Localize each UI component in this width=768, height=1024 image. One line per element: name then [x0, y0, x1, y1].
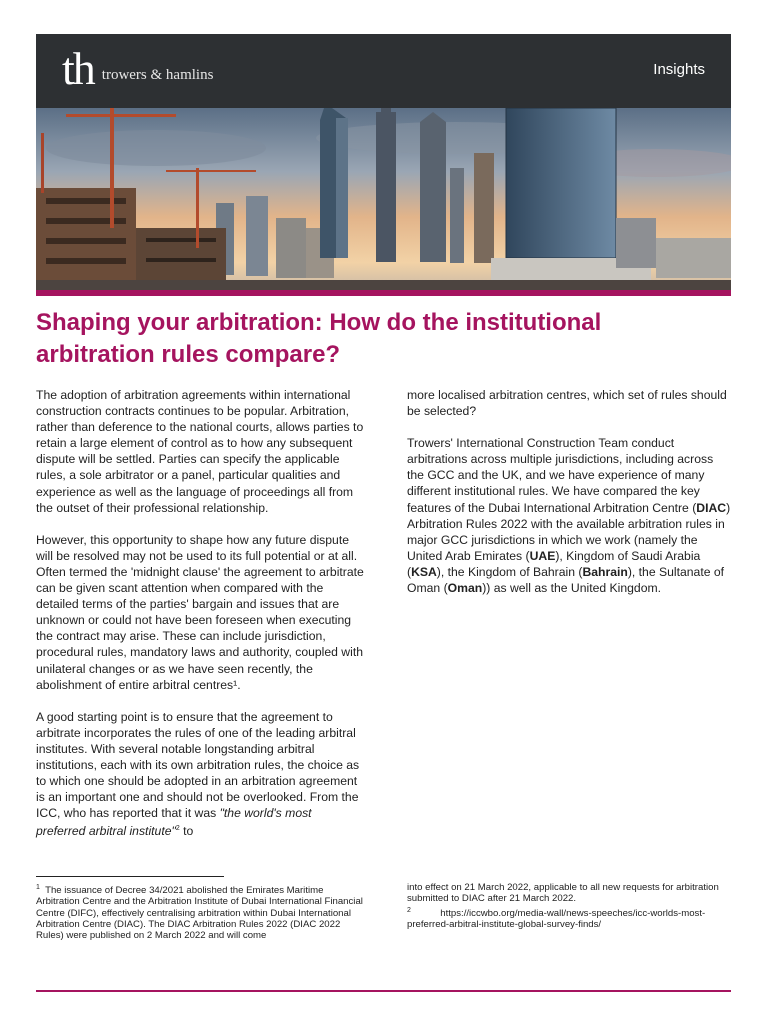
footnote-divider	[36, 876, 224, 877]
header-bar	[36, 34, 731, 108]
footnote-1	[36, 882, 364, 942]
footnote-link[interactable]: https://iccwbo.org/media-wall/news-speeches/icc-worlds-most-preferred-arbitral-institute-global-survey-finds/	[407, 907, 706, 931]
footer-accent-line	[36, 990, 731, 992]
paragraph-team	[407, 435, 733, 596]
paragraph-text: ), Kingdom of Saudi Arabia (	[407, 548, 701, 579]
footnotes-right	[407, 882, 733, 930]
section-label: Insights	[653, 61, 705, 78]
footnotes-left	[36, 882, 364, 942]
hero-accent-bar	[36, 290, 731, 296]
abbr-oman: Oman	[447, 581, 483, 596]
footnote-ref-2[interactable]: 2	[175, 825, 180, 833]
logo-mark: th	[62, 43, 94, 94]
paragraph-text: ) Arbitration Rules 2022 with the available arbitration rules in major GCC jurisdictions in which we work (namely the United Arab Emirates (	[407, 500, 731, 563]
abbr-ksa: KSA	[411, 564, 437, 579]
footnote-text: The issuance of Decree 34/2021 abolished the Emirates Maritime Arbitration Centre and the Arbitration Institute of Dubai International Financial Centre (DIFC), effectively centralising arbitration within Dubai International Arbitration Centre (DIAC). The DIAC Arbitration Rules 2022 (DIAC 2022 Rules) were published on 2 March 2022 and will come	[36, 885, 363, 942]
paragraph-starting-point	[36, 709, 364, 840]
abbr-diac: DIAC	[696, 500, 727, 515]
abbr-uae: UAE	[529, 548, 556, 563]
paragraph-midnight-clause: However, this opportunity to shape how any future dispute will be resolved may not be used to its full potential or at all. Often termed the 'midnight clause' the agreement to arbitrate can be given scant attention when compared with the detailed terms of the parties' bargain and issues that are unknown or could not have been foreseen when executing the contract may arise. These can include jurisdiction, procedural rules, mandatory laws and authority, coupled with unilateral changes or as we have seen recently, the abolishment of entire arbitral centres¹.	[36, 532, 364, 692]
paragraph-text: A good starting point is to ensure that the agreement to arbitrate incorporates the rules of one of the leading arbitral institutes. With several notable longstanding arbitral institutions, each with its own arbitration rules, the choice as to which one should be adopted in an arbitration agreement is an important one and should not be overlooked. From the ICC, who has reported that it was	[36, 709, 360, 821]
footnote-1-continued: into effect on 21 March 2022, applicable to all new requests for arbitration submitted to DIAC after 21 March 2022.	[407, 882, 719, 905]
paragraph-text-end: to	[179, 824, 194, 839]
paragraph-continuation: more localised arbitration centres, which set of rules should be selected?	[407, 388, 727, 419]
hero-image	[36, 108, 731, 290]
paragraph-text: ), the Kingdom of Bahrain (	[436, 564, 583, 579]
paragraph-text: Trowers' International Construction Team conduct arbitrations across multiple jurisdictions, including across the GCC and the UK, and we have experience of many different institutional rules. We have compared the key features of the Dubai International Arbitration Centre (	[407, 436, 714, 515]
paragraph-intro: The adoption of arbitration agreements within international construction contracts continues to be popular. Arbitration, rather than deference to the national courts, allows parties to retain a large element of control as to how any subsequent dispute will be settled. Parties can specify the applicable rules, a sole arbitrator or a panel, particular qualities and experience as well as the language of proceedings all from the outset of their professional relationship.	[36, 388, 364, 515]
abbr-bahrain: Bahrain	[582, 564, 628, 579]
paragraph-text: )) as well as the United Kingdom.	[482, 581, 662, 596]
icc-quote: "the world's most preferred arbitral institute"	[36, 806, 312, 839]
brand-name: trowers & hamlins	[101, 67, 214, 83]
left-column	[36, 387, 364, 856]
footnote-number: 2	[407, 906, 411, 914]
brand-logo[interactable]	[62, 43, 214, 94]
footnote-number: 1	[36, 884, 40, 891]
paragraph-text: ), the Sultanate of Oman (	[407, 564, 725, 596]
page-title: Shaping your arbitration: How do the institutional arbitration rules compare?	[36, 309, 602, 368]
footnote-2	[407, 905, 733, 931]
right-column	[407, 387, 733, 612]
